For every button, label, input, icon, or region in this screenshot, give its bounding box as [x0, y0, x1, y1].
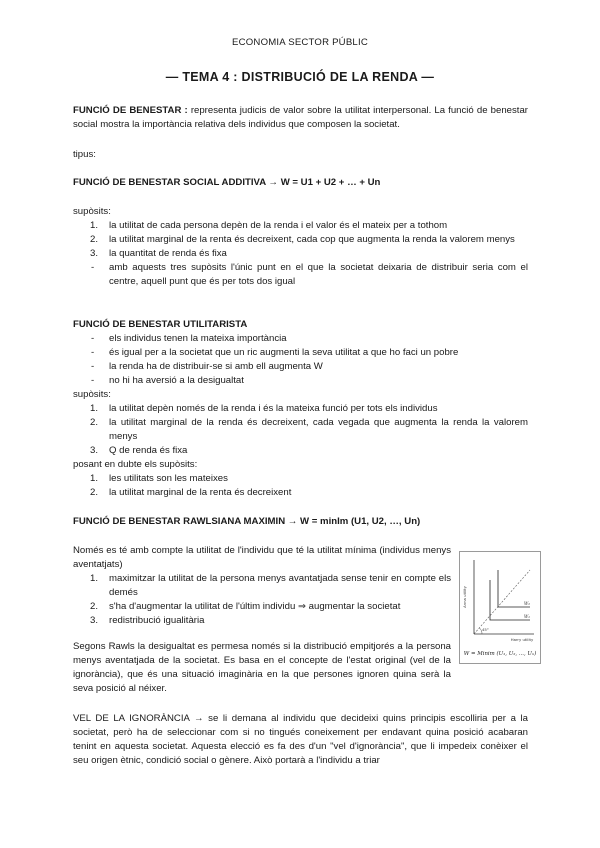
list-item: 3. la quantitat de renda és fixa: [90, 248, 227, 259]
tipus-label: tipus:: [73, 149, 96, 160]
formula-label: W = Minim (U₁, U₂, ..., Uₙ): [463, 651, 537, 657]
list-item: 1. maximitzar la utilitat de la persona menys avantatjada sense tenir en compte els demés: [90, 573, 451, 598]
list-item: - és igual per a la societat que un ric augmenti la seva utilitat a que ho faci un pobre: [91, 347, 459, 358]
list-item: 3. Q de renda és fixa: [90, 445, 188, 456]
page-title: — TEMA 4 : DISTRIBUCIÓ DE LA RENDA —: [165, 70, 435, 84]
list-item: 1. les utilitats son les mateixes: [90, 473, 228, 484]
y-axis-label: Anna utility: [462, 586, 467, 608]
list-item: 2. la utilitat marginal de la renta és decreixent: [90, 487, 292, 498]
curve-label-w1: W₁: [524, 614, 530, 619]
rawlsiana-heading: FUNCIÓ DE BENESTAR RAWLSIANA MAXIMIN → W = minIm (U1, U2, …, Un): [73, 516, 421, 527]
intro-paragraph: [73, 104, 528, 132]
rawlsiana-section: [73, 544, 451, 628]
list-item: 2. la utilitat marginal de la renta és decreixent, cada cop que augmenta la renda la valorem menys: [90, 234, 515, 245]
list-item: - els individus tenen la mateixa importància: [91, 333, 287, 344]
list-item: 1. la utilitat de cada persona depèn de la renda i el valor és el mateix per a tothom: [90, 220, 448, 231]
list-item: - no hi ha aversió a la desigualtat: [91, 375, 244, 386]
diagonal-45-line: [474, 570, 530, 634]
curve-label-w2: W₂: [524, 601, 530, 606]
angle-label: 45°: [482, 627, 489, 632]
additiva-suposits-label: supòsits:: [73, 206, 111, 217]
maximin-figure: [459, 551, 541, 664]
utilitarista-suposits-label: supòsits:: [73, 389, 111, 400]
utilitarista-dubte-label: posant en dubte els supòsits:: [73, 459, 198, 470]
rawls-paragraph: Segons Rawls la desigualtat es permesa només si la distribució empitjorés a la persona menys aventatjada de la societat. Es basa en el concepte de l'estat original (vel de la ignorància), que és una situació imaginària en la que persones ignoren quina serà la seva posició al néixer.: [73, 641, 451, 694]
additiva-section: [73, 205, 528, 289]
vel-paragraph: VEL DE LA IGNORÀNCIA → se li demana al individu que decideixi quins principis escolliria per a la societat, però ha de seleccionar com si no tingués coneixement per endavant quina posició acabaran tenint en aquesta societat. Aquesta elecció es fa des d'un "vel d'ignorància", que li impedeix conèixer el seu origen ètnic, condició social o gènere. Això portarà a l'individu a triar: [73, 713, 528, 766]
list-item: 2. la utilitat marginal de la renda és decreixent, cada vegada que augmenta la renda la valorem menys: [90, 417, 528, 442]
list-item: 3. redistribució igualitària: [90, 615, 205, 626]
intro-term: FUNCIÓ DE BENESTAR :: [73, 105, 188, 116]
list-item: - amb aquests tres supòsits l'únic punt en el que la societat deixaria de distribuir seria com el centre, aquell punt que és per tots dos igual: [91, 262, 528, 287]
maximin-diagram: [460, 552, 540, 663]
list-item: - la renda ha de distribuir-se si amb ell augmenta W: [91, 361, 323, 372]
utilitarista-heading: FUNCIÓ DE BENESTAR UTILITARISTA: [73, 319, 248, 330]
page-header: ECONOMIA SECTOR PÚBLIC: [232, 37, 368, 48]
list-item: 2. s'ha d'augmentar la utilitat de l'últim individu ⇒ augmentar la societat: [90, 601, 401, 612]
rawlsiana-intro: Només es té amb compte la utilitat de l'individu que té la utilitat mínima (individus menys aventatjats): [73, 545, 451, 570]
x-axis-label: Harry utility: [510, 637, 534, 642]
list-item: 1. la utilitat depèn només de la renda i és la mateixa funció per tots els individus: [90, 403, 438, 414]
intro-text: representa judicis de valor sobre la utilitat interpersonal. La funció de benestar social mostra la importància relativa dels individus que composen la societat.: [73, 105, 528, 130]
additiva-heading: FUNCIÓ DE BENESTAR SOCIAL ADDITIVA → W = U1 + U2 + … + Un: [73, 177, 381, 188]
utilitarista-section: [73, 332, 528, 500]
